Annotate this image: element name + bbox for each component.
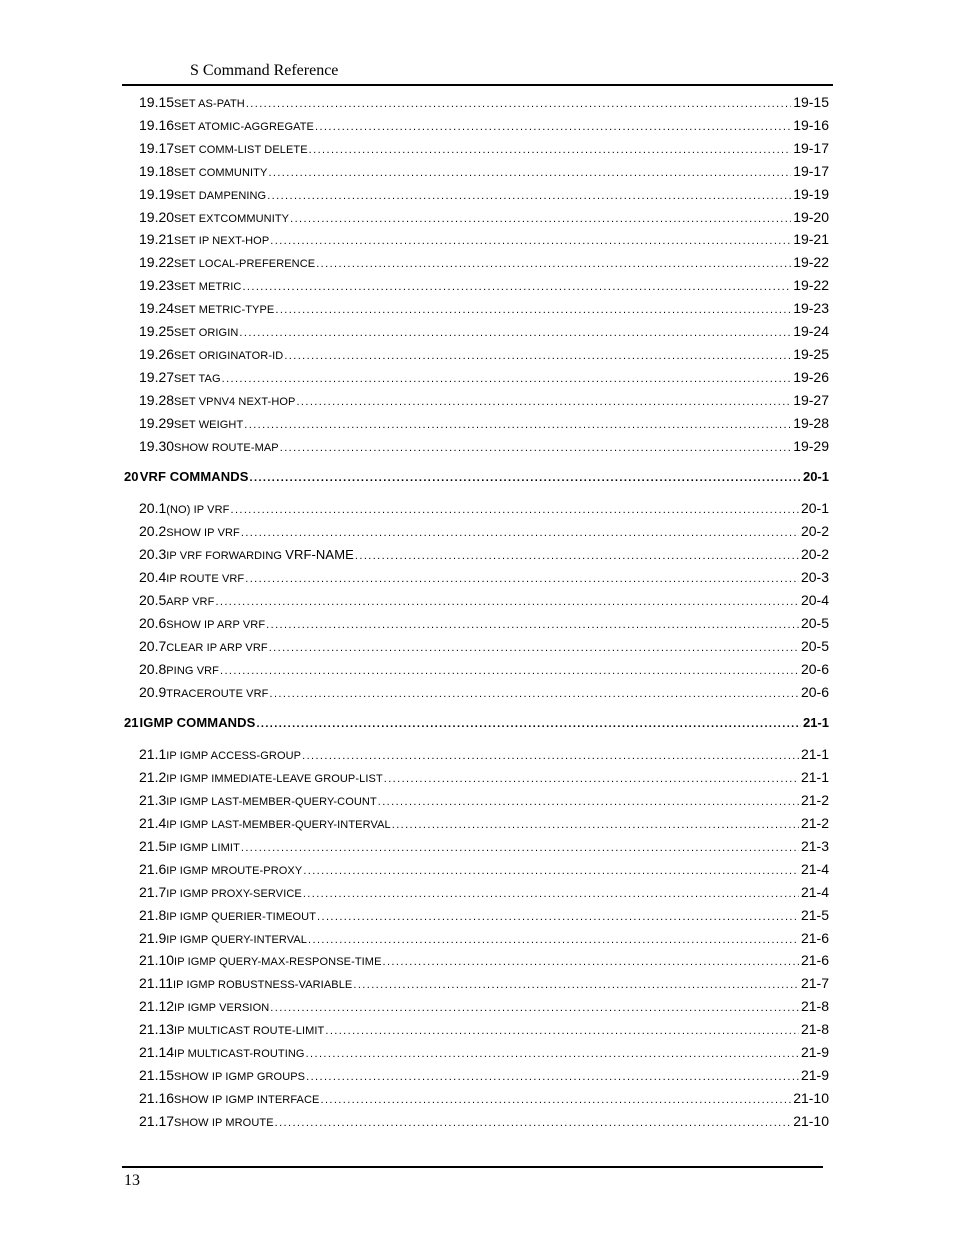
- toc-entry-page: 20-2: [800, 523, 829, 540]
- toc-dot-leader: [230, 504, 798, 516]
- toc-entry-number: 21.10: [139, 952, 175, 969]
- toc-entry-number: 19.22: [139, 254, 175, 271]
- toc-entry-page: 19-24: [793, 323, 829, 339]
- toc-entry-title: IP IGMP LAST-MEMBER-QUERY-COUNT: [166, 796, 377, 809]
- toc-dot-leader: [268, 167, 791, 179]
- toc-entry-title: SHOW IP VRF: [166, 527, 240, 540]
- toc-entry-number: 20.3: [139, 546, 167, 563]
- toc-entry[interactable]: [139, 254, 829, 276]
- toc-dot-leader: [315, 121, 791, 133]
- header-divider: [122, 84, 833, 86]
- toc-entry-title: SHOW ROUTE-MAP: [174, 441, 279, 454]
- toc-entry[interactable]: [139, 861, 829, 883]
- toc-entry-number: 21.4: [139, 815, 167, 831]
- toc-dot-leader: [303, 888, 799, 900]
- toc-entry[interactable]: [139, 523, 829, 545]
- toc-entry[interactable]: [139, 415, 829, 437]
- toc-entry-number: 21.13: [139, 1021, 175, 1038]
- toc-entry-title: SHOW IP IGMP INTERFACE: [174, 1093, 320, 1106]
- toc-entry-page: 21-8: [800, 998, 829, 1015]
- toc-entry-number: 21.11: [139, 975, 173, 992]
- toc-dot-leader: [317, 911, 799, 923]
- toc-entry-page: 21-2: [800, 815, 829, 831]
- toc-entry[interactable]: [139, 346, 829, 368]
- toc-entry[interactable]: [139, 369, 829, 391]
- toc-entry[interactable]: [139, 546, 829, 568]
- toc-entry[interactable]: [139, 163, 829, 185]
- page-number: 13: [124, 1172, 140, 1189]
- toc-entry-page: 19-15: [793, 94, 829, 110]
- toc-entry-title: VRF COMMANDS: [139, 468, 249, 484]
- toc-entry-number: 21.15: [139, 1066, 175, 1083]
- toc-entry-title: SET DAMPENING: [174, 189, 267, 202]
- toc-entry-number: 21: [124, 714, 139, 730]
- toc-entry-page: 20-1: [800, 500, 829, 517]
- toc-entry-number: 19.23: [139, 277, 175, 294]
- toc-entry-title: SET EXTCOMMUNITY: [174, 212, 290, 225]
- toc-entry-page: 19-19: [793, 185, 829, 202]
- toc-dot-leader: [239, 327, 791, 339]
- toc-entry[interactable]: [139, 1113, 829, 1135]
- toc-entry-number: 20.7: [139, 637, 167, 654]
- toc-dot-leader: [267, 190, 791, 202]
- toc-entry[interactable]: [139, 792, 829, 814]
- toc-dot-leader: [383, 956, 799, 968]
- toc-dot-leader: [378, 796, 799, 808]
- toc-entry-number: 19.30: [139, 437, 175, 454]
- page-header-title: S Command Reference: [190, 62, 339, 79]
- toc-entry-title: SET ORIGINATOR-ID: [174, 349, 284, 362]
- toc-entry-number: 21.16: [139, 1089, 175, 1106]
- toc-entry-title: SET METRIC: [174, 281, 242, 294]
- toc-entry-page: 21-9: [800, 1044, 829, 1060]
- toc-dot-leader: [256, 718, 801, 730]
- toc-entry[interactable]: [139, 569, 829, 591]
- toc-entry-title: SHOW IP ARP VRF: [166, 618, 266, 631]
- toc-entry-title: SET TAG: [174, 372, 221, 385]
- toc-dot-leader: [353, 979, 799, 991]
- toc-entry-title: SET COMM-LIST DELETE: [174, 143, 308, 156]
- toc-entry[interactable]: [139, 1021, 829, 1043]
- toc-entry-number: 21.7: [139, 883, 167, 900]
- toc-dot-leader: [320, 1094, 791, 1106]
- toc-entry-title: SHOW IP IGMP GROUPS: [174, 1070, 306, 1083]
- toc-entry-number: 19.16: [139, 116, 175, 133]
- toc-entry-number: 20.8: [139, 660, 167, 677]
- toc-entry-page: 19-21: [793, 231, 829, 248]
- toc-entry-number: 21.3: [139, 792, 167, 809]
- toc-dot-leader: [222, 373, 792, 385]
- toc-entry[interactable]: [139, 615, 829, 637]
- toc-entry-page: 21-4: [800, 860, 829, 877]
- toc-entry[interactable]: [139, 438, 829, 460]
- toc-entry-page: 19-17: [793, 162, 829, 179]
- toc-entry[interactable]: [139, 998, 829, 1020]
- toc-entry[interactable]: [139, 500, 829, 522]
- toc-entry-title: IP IGMP QUERY-MAX-RESPONSE-TIME: [174, 956, 382, 969]
- toc-entry-title: (NO) IP VRF: [166, 504, 230, 517]
- toc-entry-number: 20.2: [139, 523, 167, 540]
- toc-entry-page: 21-9: [800, 1066, 829, 1083]
- toc-entry-title: SET ORIGIN: [174, 327, 239, 339]
- toc-entry[interactable]: [139, 769, 829, 791]
- toc-entry-page: 21-1: [802, 714, 829, 730]
- toc-entry-number: 21.5: [139, 837, 167, 854]
- toc-dot-leader: [296, 396, 791, 408]
- toc-dot-leader: [245, 573, 799, 585]
- toc-entry-number: 19.28: [139, 391, 175, 408]
- toc-entry[interactable]: [139, 140, 829, 162]
- toc-entry-title: IP IGMP ROBUSTNESS-VARIABLE: [173, 979, 353, 992]
- toc-entry-page: 19-29: [793, 437, 829, 454]
- toc-entry-title: SET LOCAL-PREFERENCE: [174, 258, 316, 271]
- toc-dot-leader: [325, 1025, 799, 1037]
- toc-entry-title: ARP VRF: [166, 595, 215, 608]
- toc-entry-page: 20-1: [802, 468, 829, 484]
- toc-dot-leader: [250, 472, 801, 484]
- toc-entry-page: 21-5: [800, 906, 829, 923]
- toc-entry-number: 20: [124, 468, 139, 484]
- toc-entry-page: 19-22: [793, 277, 829, 294]
- toc-entry[interactable]: [139, 907, 829, 929]
- toc-dot-leader: [290, 213, 791, 225]
- toc-entry-title: IP IGMP QUERIER-TIMEOUT: [166, 910, 317, 923]
- toc-entry-title: IP IGMP ACCESS-GROUP: [166, 750, 302, 763]
- toc-entry[interactable]: [139, 592, 829, 614]
- toc-entry[interactable]: [139, 661, 829, 683]
- toc-entry-page: 21-10: [793, 1089, 829, 1106]
- toc-entry-number: 19.15: [139, 94, 175, 110]
- toc-entry[interactable]: [139, 838, 829, 860]
- toc-dot-leader: [306, 1048, 799, 1060]
- toc-entry-page: 21-1: [800, 746, 829, 763]
- toc-entry[interactable]: [139, 209, 829, 231]
- toc-entry[interactable]: [139, 231, 829, 253]
- toc-entry-title: IP IGMP PROXY-SERVICE: [166, 887, 302, 900]
- toc-entry-title: SET METRIC-TYPE: [174, 304, 275, 317]
- toc-entry[interactable]: [139, 1067, 829, 1089]
- toc-entry-page: 20-3: [800, 569, 829, 585]
- toc-dot-leader: [270, 1002, 799, 1014]
- toc-entry-title: TRACEROUTE VRF: [166, 687, 269, 700]
- toc-entry-number: 20.5: [139, 591, 167, 608]
- toc-entry[interactable]: [139, 975, 829, 997]
- toc-dot-leader: [242, 281, 791, 293]
- toc-entry-title: SET AS-PATH: [174, 98, 245, 110]
- toc-entry[interactable]: [139, 94, 829, 116]
- toc-entry-title: IP IGMP QUERY-INTERVAL: [166, 933, 308, 946]
- toc-entry-page: 21-10: [793, 1112, 829, 1129]
- toc-entry[interactable]: [139, 117, 829, 139]
- toc-dot-leader: [269, 642, 799, 654]
- toc-chapter-entry[interactable]: [124, 715, 829, 737]
- toc-entry-title: IP VRF FORWARDING VRF-NAME: [166, 547, 354, 563]
- toc-entry-number: 21.1: [139, 746, 167, 763]
- toc-entry-number: 20.1: [139, 500, 167, 517]
- toc-dot-leader: [241, 527, 799, 539]
- toc-entry-number: 19.25: [139, 323, 175, 339]
- toc-entry-page: 19-25: [793, 345, 829, 362]
- toc-entry[interactable]: [139, 1044, 829, 1066]
- toc-entry-page: 20-5: [800, 637, 829, 654]
- toc-entry-title: CLEAR IP ARP VRF: [166, 641, 268, 654]
- toc-entry-number: 20.9: [139, 683, 167, 700]
- toc-entry-number: 20.4: [139, 569, 167, 585]
- toc-entry-number: 20.6: [139, 614, 167, 631]
- toc-entry-page: 21-8: [800, 1021, 829, 1038]
- toc-entry-title: IP IGMP LIMIT: [166, 841, 240, 854]
- toc-entry-number: 21.12: [139, 998, 175, 1015]
- toc-entry-page: 19-20: [793, 208, 829, 225]
- footer-divider: [122, 1166, 823, 1168]
- toc-dot-leader: [306, 1071, 799, 1083]
- toc-entry-title: IP ROUTE VRF: [166, 573, 245, 585]
- toc-dot-leader: [384, 773, 799, 785]
- toc-dot-leader: [392, 819, 799, 831]
- toc-entry[interactable]: [139, 186, 829, 208]
- toc-entry-title: SHOW IP MROUTE: [174, 1116, 274, 1129]
- toc-entry-number: 19.20: [139, 208, 175, 225]
- toc-entry[interactable]: [139, 930, 829, 952]
- toc-dot-leader: [308, 934, 799, 946]
- toc-entry-title: IP IGMP LAST-MEMBER-QUERY-INTERVAL: [166, 819, 391, 831]
- toc-entry-number: 19.24: [139, 300, 175, 317]
- toc-entry-page: 19-17: [793, 139, 829, 156]
- toc-dot-leader: [215, 596, 799, 608]
- toc-entry-page: 20-2: [800, 546, 829, 563]
- toc-dot-leader: [280, 442, 791, 454]
- toc-chapter-entry[interactable]: [124, 469, 829, 491]
- toc-dot-leader: [270, 688, 799, 700]
- toc-entry-page: 21-3: [800, 837, 829, 854]
- toc-entry-page: 19-26: [793, 368, 829, 385]
- toc-dot-leader: [220, 665, 799, 677]
- toc-entry-page: 20-6: [800, 660, 829, 677]
- toc-entry-title: IP IGMP VERSION: [174, 1002, 270, 1015]
- toc-entry-page: 19-23: [793, 300, 829, 317]
- toc-entry-number: 21.6: [139, 860, 167, 877]
- toc-entry-page: 19-28: [793, 414, 829, 431]
- toc-entry[interactable]: [139, 1090, 829, 1112]
- toc-entry-number: 19.18: [139, 162, 175, 179]
- toc-entry-page: 19-27: [793, 391, 829, 408]
- toc-entry-number: 19.27: [139, 368, 175, 385]
- toc-entry-number: 21.9: [139, 929, 167, 946]
- toc-entry-number: 21.14: [139, 1044, 175, 1060]
- toc-entry-title: IP MULTICAST ROUTE-LIMIT: [174, 1025, 325, 1038]
- toc-entry-number: 19.29: [139, 414, 175, 431]
- toc-entry-title: SET WEIGHT: [174, 418, 244, 431]
- toc-entry-page: 19-22: [793, 254, 829, 271]
- toc-dot-leader: [244, 419, 791, 431]
- toc-entry[interactable]: [139, 323, 829, 345]
- toc-entry-title: IP IGMP MROUTE-PROXY: [166, 864, 303, 877]
- toc-entry-number: 19.21: [139, 231, 175, 248]
- toc-entry-page: 21-6: [800, 929, 829, 946]
- toc-entry-page: 20-5: [800, 614, 829, 631]
- toc-dot-leader: [303, 865, 799, 877]
- toc-entry-number: 21.8: [139, 906, 167, 923]
- toc-entry-number: 21.17: [139, 1112, 175, 1129]
- toc-dot-leader: [275, 304, 791, 316]
- toc-dot-leader: [246, 98, 791, 110]
- toc-entry[interactable]: [139, 815, 829, 837]
- toc-entry-page: 20-6: [800, 683, 829, 700]
- toc-entry[interactable]: [139, 638, 829, 660]
- toc-dot-leader: [241, 842, 799, 854]
- toc-entry-page: 21-2: [800, 792, 829, 809]
- toc-entry-title: IP MULTICAST-ROUTING: [174, 1048, 305, 1060]
- toc-entry-number: 21.2: [139, 769, 167, 786]
- toc-entry-page: 20-4: [800, 591, 829, 608]
- toc-entry-title: SET VPNV4 NEXT-HOP: [174, 395, 296, 408]
- toc-dot-leader: [284, 350, 791, 362]
- toc-entry-title: SET COMMUNITY: [174, 166, 268, 179]
- toc-entry-number: 19.26: [139, 345, 175, 362]
- toc-entry[interactable]: [139, 684, 829, 706]
- toc-entry-page: 21-7: [800, 975, 829, 992]
- toc-entry-title: IP IGMP IMMEDIATE-LEAVE GROUP-LIST: [166, 773, 383, 786]
- toc-entry-number: 19.17: [139, 139, 175, 156]
- toc-dot-leader: [316, 258, 791, 270]
- toc-dot-leader: [302, 750, 799, 762]
- toc-entry-title: SET IP NEXT-HOP: [174, 235, 270, 248]
- toc-dot-leader: [275, 1117, 792, 1129]
- toc-dot-leader: [309, 144, 792, 156]
- toc-dot-leader: [266, 619, 799, 631]
- toc-entry-title-argument: VRF-NAME: [285, 547, 354, 563]
- toc-dot-leader: [270, 235, 791, 247]
- toc-entry[interactable]: [139, 277, 829, 299]
- toc-entry-title: IGMP COMMANDS: [139, 714, 256, 730]
- toc-entry-page: 21-1: [800, 769, 829, 786]
- toc-entry[interactable]: [139, 300, 829, 322]
- toc-entry[interactable]: [139, 746, 829, 768]
- toc-entry-page: 21-6: [800, 952, 829, 969]
- toc-entry-number: 19.19: [139, 185, 175, 202]
- toc-entry-title: PING VRF: [166, 664, 219, 677]
- toc-entry-page: 19-16: [793, 116, 829, 133]
- toc-entry-title: SET ATOMIC-AGGREGATE: [174, 120, 314, 133]
- toc-dot-leader: [355, 550, 799, 562]
- toc-entry[interactable]: [139, 952, 829, 974]
- toc-entry[interactable]: [139, 884, 829, 906]
- toc-entry-page: 21-4: [800, 883, 829, 900]
- toc-entry[interactable]: [139, 392, 829, 414]
